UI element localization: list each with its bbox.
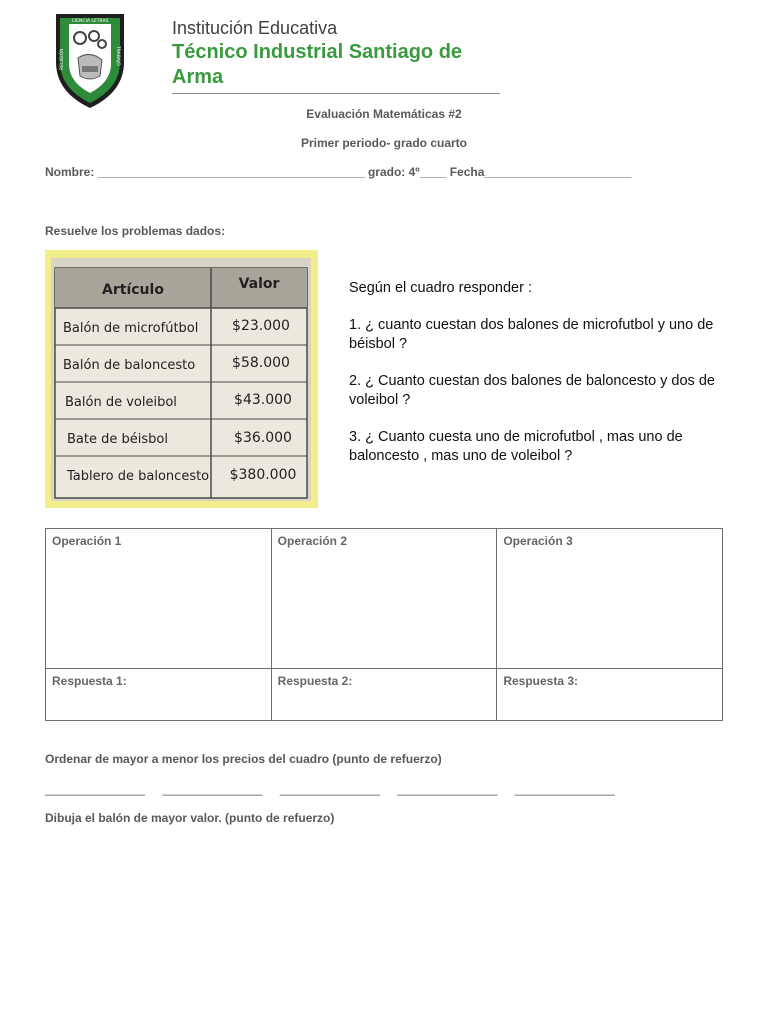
header-divider — [172, 93, 500, 94]
logo-word: CIENCIA — [71, 19, 90, 24]
price-table-photo — [45, 250, 318, 508]
questions-block — [349, 279, 729, 484]
institution-line-1: Institución Educativa — [172, 18, 338, 38]
operation-label: Operación 1 — [52, 534, 122, 548]
price-table-header-value: Valor — [238, 276, 280, 292]
price-table-item: Balón de baloncesto — [63, 358, 196, 373]
school-logo — [52, 10, 128, 110]
price-table-item: Balón de microfútbol — [63, 321, 199, 336]
operation-label: Operación 3 — [503, 534, 573, 548]
svg-text:CIENCIA LETRAS — [72, 18, 109, 24]
price-table-item: Bate de béisbol — [67, 432, 168, 447]
price-table-item: Balón de voleibol — [65, 395, 177, 410]
institution-name: Técnico Industrial Santiago de Arma — [172, 41, 463, 88]
answer-label: Respuesta 3: — [503, 674, 579, 688]
price-table-value: $23.000 — [232, 318, 290, 334]
price-table-value: $43.000 — [234, 392, 292, 408]
logo-word: LETRAS — [91, 19, 109, 24]
question-1: 1. ¿ cuanto cuestan dos balones de microfutbol y uno de béisbol ? — [349, 317, 714, 352]
price-table-item: Tablero de baloncesto — [67, 469, 210, 484]
price-table-header-article: Artículo — [102, 282, 164, 298]
question-2: 2. ¿ Cuanto cuestan dos balones de baloncesto y dos de voleibol ? — [349, 373, 715, 408]
price-table-value: $380.000 — [229, 467, 297, 483]
draw-task: Dibuja el balón de mayor valor. (punto de refuerzo) — [45, 811, 335, 825]
answer-cell-1[interactable] — [46, 669, 272, 721]
logo-word: TRABAJO — [115, 46, 120, 66]
price-table-value: $36.000 — [234, 430, 292, 446]
operation-cell-1[interactable] — [46, 529, 272, 669]
answer-label: Respuesta 2: — [277, 674, 353, 688]
logo-word: RELIGIÓN — [60, 48, 65, 70]
operation-cell-3[interactable] — [497, 529, 723, 669]
answer-label: Respuesta 1: — [52, 674, 127, 688]
question-3: 3. ¿ Cuanto cuesta uno de microfutbol , mas uno de baloncesto , mas uno de voleibol ? — [349, 429, 683, 464]
answer-cell-3[interactable] — [497, 669, 723, 721]
operation-label: Operación 2 — [277, 534, 348, 548]
exam-subtitle: Primer periodo- grado cuarto — [300, 136, 468, 150]
exam-title: Evaluación Matemáticas #2 — [306, 107, 462, 121]
operation-cell-2[interactable] — [271, 529, 497, 669]
questions-intro: Según el cuadro responder : — [349, 280, 532, 296]
student-info-line: Nombre: ________________________________________ grado: 4º____ Fecha______________________ — [45, 165, 632, 179]
order-task: Ordenar de mayor a menor los precios del cuadro (punto de refuerzo) — [45, 752, 442, 766]
answer-cell-2[interactable] — [271, 669, 497, 721]
price-table-value: $58.000 — [232, 355, 290, 371]
instruction-text: Resuelve los problemas dados: — [45, 224, 226, 238]
answer-grid — [45, 528, 723, 721]
order-blanks: _______________ _______________ _______________ _______________ _______________ — [45, 782, 615, 796]
